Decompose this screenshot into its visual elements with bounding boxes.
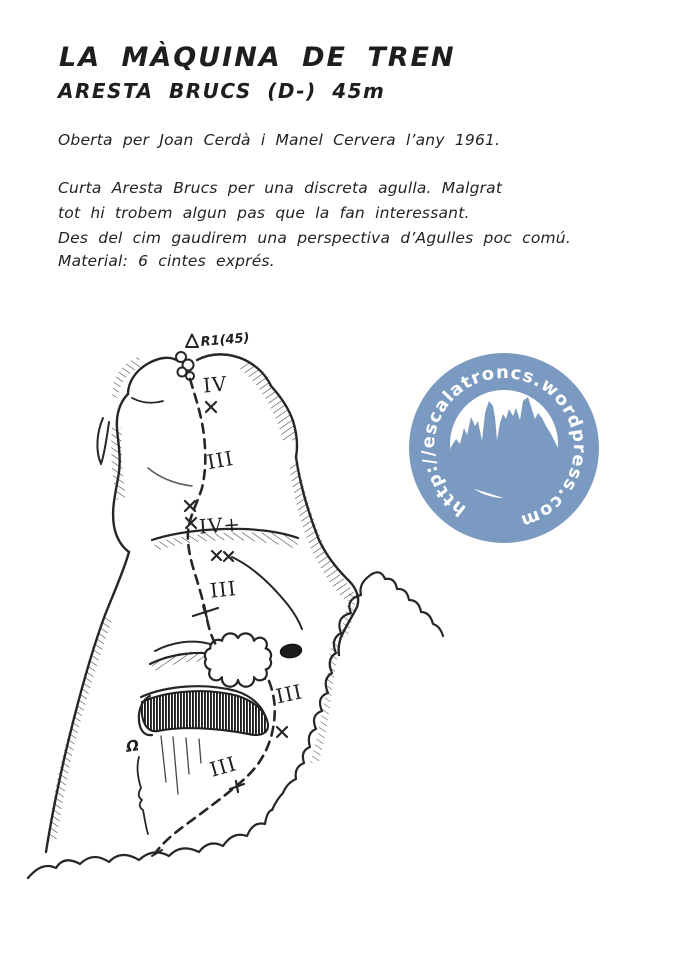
route-title: LA MÀQUINA DE TREN <box>59 42 456 73</box>
roof-drip-lines <box>161 736 201 794</box>
description-line: Curta Aresta Brucs per una discreta agulla. Malgrat <box>58 179 503 197</box>
crack-line <box>138 757 148 834</box>
ground-line <box>28 810 272 878</box>
stamp-url-text: http://escalatroncs.wordpress.com <box>418 362 589 531</box>
belay-anchor-triangle-icon <box>186 335 198 348</box>
first-ascent-line: Oberta per Joan Cerdà i Manel Cervera l’any 1961. <box>58 131 501 149</box>
omega-thread-icon: Ω <box>124 736 141 756</box>
grade-label: III <box>207 751 240 782</box>
grade-label: IV+ <box>198 511 242 539</box>
grade-label: III <box>205 445 236 475</box>
description-line: tot hi trobem algun pas que la fan interessant. <box>58 204 470 222</box>
description-line: Des del cim gaudirem una perspectiva d’Agulles poc comú. <box>58 229 571 247</box>
grade-label: IV <box>201 371 229 398</box>
cave-hole <box>280 643 303 659</box>
blog-stamp <box>407 351 601 545</box>
grade-label: III <box>208 576 238 603</box>
belay-label: R1(45) <box>200 330 251 350</box>
grade-label: III <box>273 679 305 709</box>
route-subtitle: ARESTA BRUCS (D-) 45m <box>58 79 386 103</box>
material-line: Material: 6 cintes exprés. <box>58 252 275 270</box>
summit-anchor-knobs <box>176 352 194 380</box>
